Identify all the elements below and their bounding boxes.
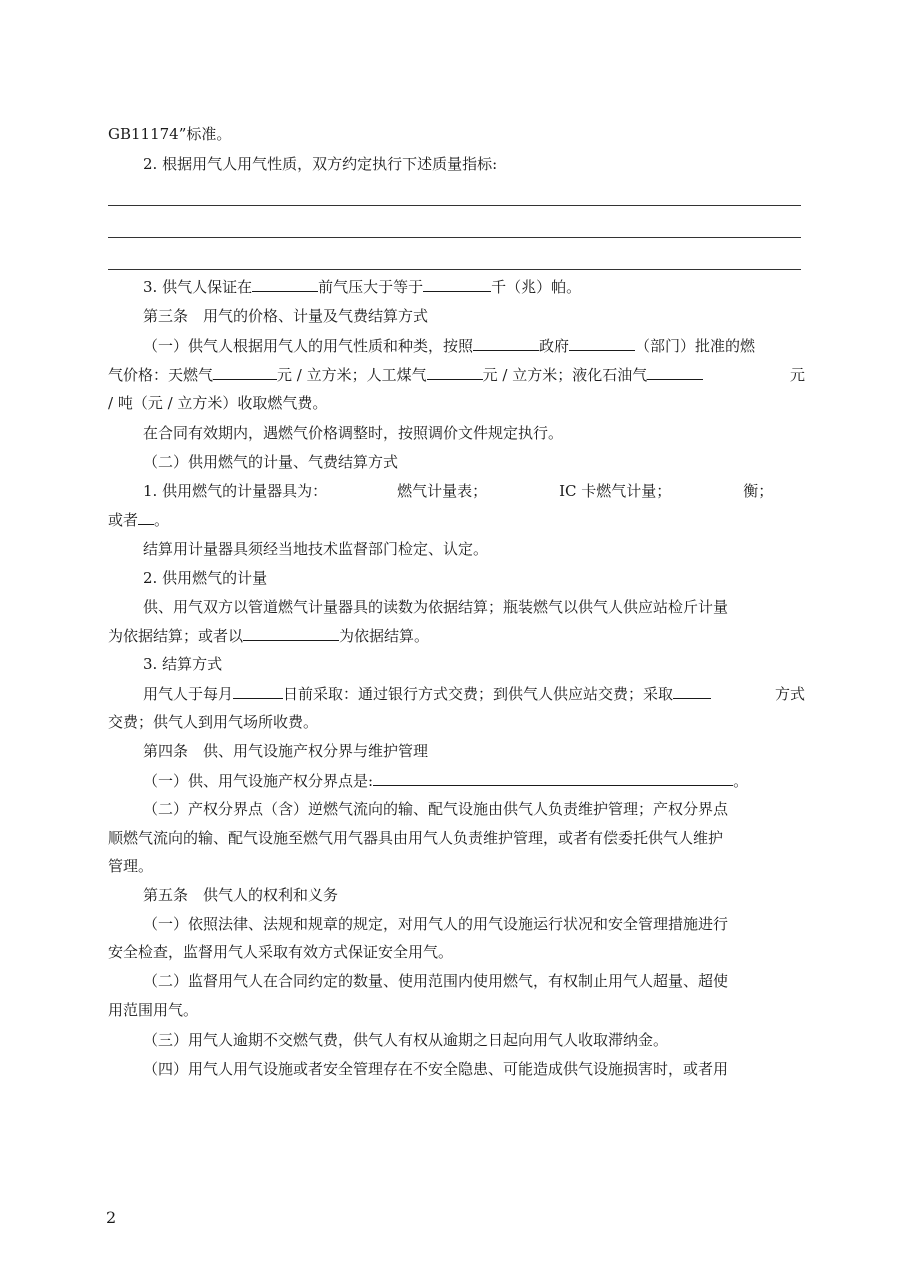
text-segment: 元 (789, 366, 805, 384)
text-segment: 或者 (108, 511, 139, 529)
text-line: 用范围用气。 (108, 1001, 199, 1019)
text-segment: 千（兆）帕。 (491, 278, 582, 296)
text-segment: 3. 供气人保证在 (143, 278, 253, 296)
text-line: GB11174”标准。 (108, 125, 232, 143)
text-line (143, 276, 805, 298)
text-line: 顺燃气流向的输、配气设施至燃气用气器具由用气人负责维护管理，或者有偿委托供气人维护 (108, 829, 724, 847)
text-line: （二）监督用气人在合同约定的数量、使用范围内使用燃气，有权制止用气人超量、超使 (143, 972, 729, 990)
fill-in-rule (108, 205, 801, 206)
text-line: 结算用计量器具须经当地技术监督部门检定、认定。 (143, 540, 489, 558)
text-segment: 元 / 立方米；液化石油气 (482, 366, 648, 384)
text-segment: 方式 (774, 685, 805, 703)
text-line: （二）供用燃气的计量、气费结算方式 (143, 453, 399, 471)
text-line (143, 335, 805, 357)
text-segment: 元 / 立方米；人工煤气 (277, 366, 427, 384)
blank-field (252, 277, 318, 292)
text-line: 交费；供气人到用气场所收费。 (108, 713, 319, 731)
text-line (143, 480, 805, 502)
blank-field (243, 626, 339, 641)
text-line: （四）用气人用气设施或者安全管理存在不安全隐患、可能造成供气设施损害时，或者用 (143, 1060, 729, 1078)
text-segment: 为依据结算；或者以 (108, 627, 244, 645)
blank-field (373, 771, 733, 786)
text-line: 安全检查，监督用气人采取有效方式保证安全用气。 (108, 943, 454, 961)
blank-field (427, 365, 483, 380)
blank-field (647, 365, 703, 380)
text-segment: （部门）批准的燃 (635, 337, 756, 355)
text-line (143, 683, 805, 705)
text-segment: 政府 (539, 337, 570, 355)
text-segment: 前气压大于等于 (318, 278, 424, 296)
text-line (108, 625, 805, 647)
text-segment: 用气人于每月 (143, 685, 234, 703)
page-number: 2 (106, 1208, 117, 1227)
text-segment: 气价格：天燃气 (108, 366, 214, 384)
text-line (108, 509, 805, 531)
fill-in-rule (108, 237, 801, 238)
text-segment: 。 (733, 772, 749, 790)
text-line: / 吨（元 / 立方米）收取燃气费。 (108, 394, 328, 412)
blank-field (213, 365, 277, 380)
article-heading: 第五条 供气人的权利和义务 (143, 886, 339, 904)
text-segment: IC 卡燃气计量； (559, 482, 672, 500)
blank-field (569, 336, 635, 351)
text-segment: 衡； (743, 482, 774, 500)
text-line: 在合同有效期内，遇燃气价格调整时，按照调价文件规定执行。 (143, 424, 564, 442)
fill-in-rule (108, 269, 801, 270)
text-line: （一）依照法律、法规和规章的规定，对用气人的用气设施运行状况和安全管理措施进行 (143, 915, 729, 933)
text-segment: （一）供、用气设施产权分界点是: (143, 772, 374, 790)
text-line: （三）用气人逾期不交燃气费，供气人有权从逾期之日起向用气人收取滞纳金。 (143, 1031, 669, 1049)
blank-field (473, 336, 539, 351)
text-segment: 日前采取：通过银行方式交费；到供气人供应站交费；采取 (283, 685, 674, 703)
blank-field (423, 277, 491, 292)
text-line: 管理。 (108, 857, 154, 875)
text-line: 2. 根据用气人用气性质，双方约定执行下述质量指标: (143, 155, 498, 173)
text-line (108, 364, 805, 386)
text-line (143, 770, 805, 792)
text-line: 3. 结算方式 (143, 655, 223, 673)
text-segment: （一）供气人根据用气人的用气性质和种类，按照 (143, 337, 474, 355)
text-segment: 。 (154, 511, 170, 529)
text-segment: 燃气计量表； (397, 482, 488, 500)
text-line: 2. 供用燃气的计量 (143, 569, 268, 587)
text-segment: 为依据结算。 (339, 627, 430, 645)
blank-field (673, 684, 711, 699)
article-heading: 第四条 供、用气设施产权分界与维护管理 (143, 742, 429, 760)
text-line: 供、用气双方以管道燃气计量器具的读数为依据结算；瓶装燃气以供气人供应站检斤计量 (143, 598, 729, 616)
blank-field (233, 684, 283, 699)
blank-field (138, 510, 154, 525)
text-line: （二）产权分界点（含）逆燃气流向的输、配气设施由供气人负责维护管理；产权分界点 (143, 800, 729, 818)
article-heading: 第三条 用气的价格、计量及气费结算方式 (143, 307, 429, 325)
text-segment: 1. 供用燃气的计量器具为： (143, 482, 328, 500)
